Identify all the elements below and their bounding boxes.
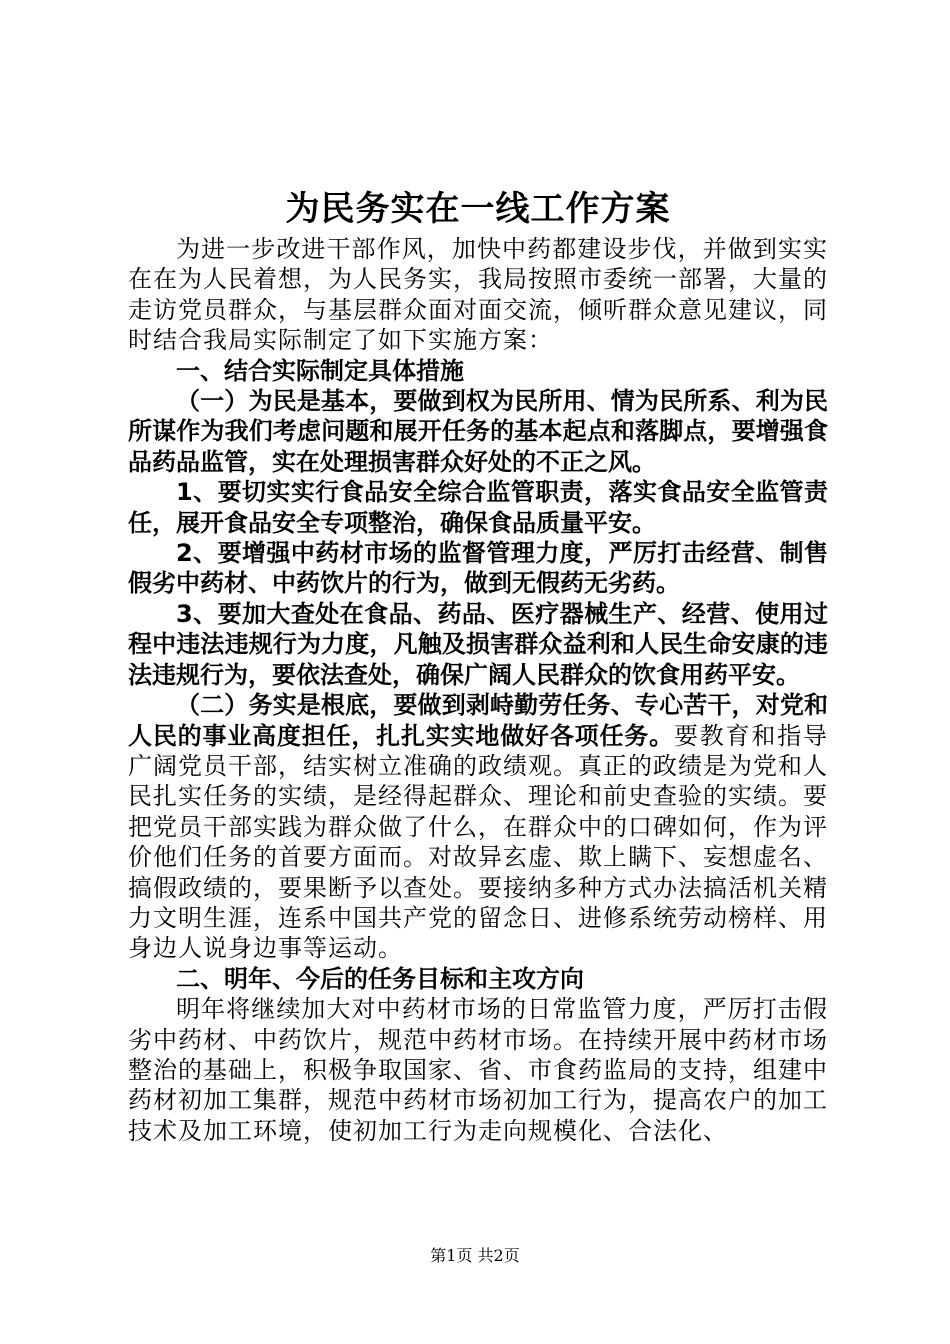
measure-2-paragraph: 2、要增强中药材市场的监督管理力度，严厉打击经营、制售假劣中药材、中药饮片的行为，做到无假药无劣药。 — [128, 539, 828, 598]
measure-3-paragraph: 3、要加大查处在食品、药品、医疗器械生产、经营、使用过程中违法违规行为力度，凡触及损害群众益利和人民生命安康的违法违规行为，要依法查处，确保广阔人民群众的饮食用药平安。 — [128, 599, 828, 689]
document-page — [128, 184, 828, 1146]
subsection-2-lead: （二）务实是根底，要做到剥峙勤劳任务、专心苦干，对党和人民的事业高度担任，扎扎实实地做好各项任务。 — [128, 691, 828, 750]
section-heading-2: 二、明年、今后的任务目标和主攻方向 — [176, 964, 584, 993]
page-footer: 第1页 共2页 — [430, 1246, 520, 1265]
subsection-2-body: 要教育和指导广阔党员干部，结实树立准确的政绩观。真正的政绩是为党和人民扎实任务的实绩，是经得起群众、理论和前史查验的实绩。要把党员干部实践为群众做了什么，在群众中的口碑如何，作为评价他们任务的首要方面而。对故异玄虚、欺上瞒下、妄想虚名、搞假政绩的，要果断予以查处。要接纳多种方式办法搞活机关精力文明生涯，连系中国共产党的留念日、进修系统劳动榜样、用身边人说身边事等运动。 — [128, 721, 829, 963]
section-heading-1: 一、结合实际制定具体措施 — [176, 356, 464, 385]
subsection-1-paragraph: （一）为民是基本，要做到权为民所用、情为民所系、利为民所谋作为我们考虑问题和展开任务的基本起点和落脚点，要增强食品药品监管，实在处理损害群众好处的不正之风。 — [128, 387, 828, 476]
intro-paragraph: 为进一步改进干部作风，加快中药都建设步伐，并做到实实在在为人民着想，为人民务实，我局按照市委统一部署，大量的走访党员群众，与基层群众面对面交流，倾听群众意见建议，同时结合我局实际制定了如下实施方案： — [128, 235, 828, 355]
goals-paragraph: 明年将继续加大对中药材市场的日常监管力度，严厉打击假劣中药材、中药饮片，规范中药材市场。在持续开展中药材市场整治的基础上，积极争取国家、省、市食药监局的支持，组建中药材初加工集群，规范中药材市场初加工行为，提高农户的加工技术及加工环境，使初加工行为走向规模化、合法化、 — [128, 995, 828, 1145]
measure-1-paragraph: 1、要切实实行食品安全综合监管职责，落实食品安全监管责任，展开食品安全专项整治，确保食品质量平安。 — [128, 478, 828, 537]
document-title: 为民务实在一线工作方案 — [285, 189, 671, 229]
subsection-2-paragraph — [128, 690, 828, 964]
